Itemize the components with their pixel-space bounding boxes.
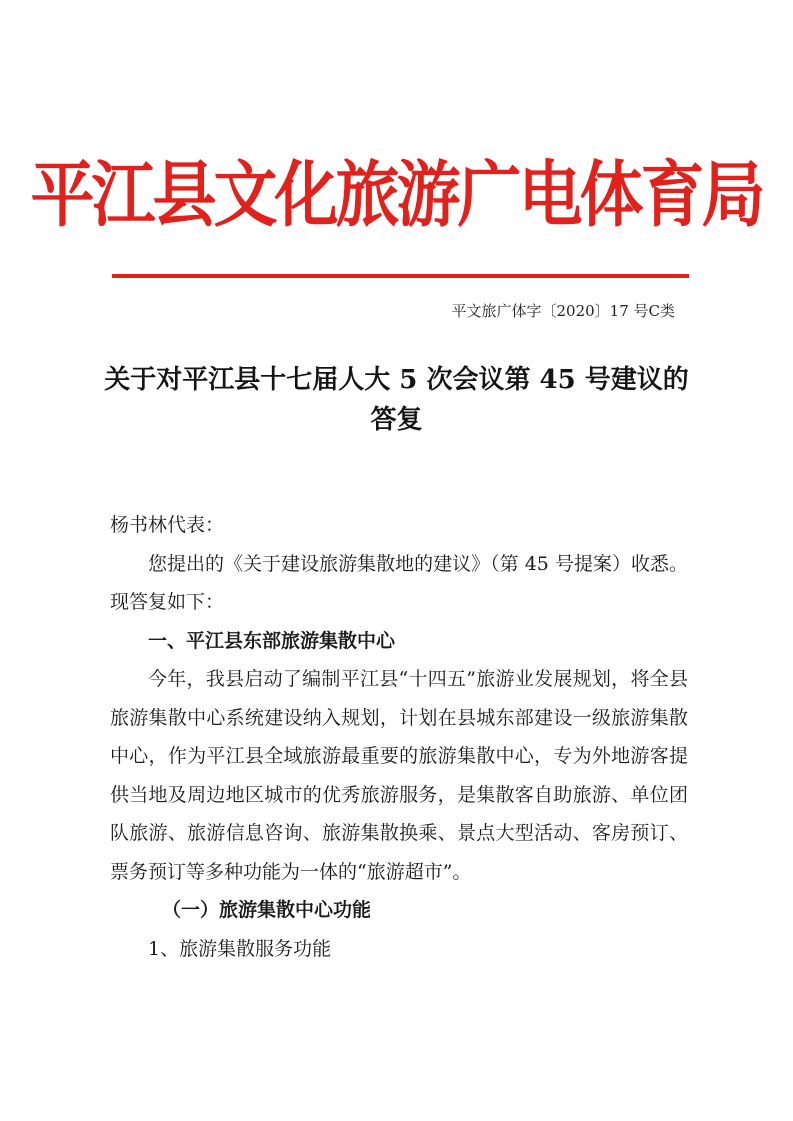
subsection-heading-1: （一）旅游集散中心功能 <box>162 899 372 921</box>
document-subject: 关于对平江县十七届人大 5 次会议第 45 号建议的答复 <box>104 365 689 435</box>
issuer-header: 平江县文化旅游广电体育局 <box>30 153 763 238</box>
document-body <box>110 506 688 968</box>
section-heading-1: 一、平江县东部旅游集散中心 <box>148 629 396 652</box>
list-item-1: 1、旅游集散服务功能 <box>148 937 332 960</box>
red-divider-line <box>112 274 689 278</box>
paragraph-section-1: 今年，我县启动了编制平江县“十四五”旅游业发展规划，将全县旅游集散中心系统建设纳入规划，计划在县城东部建设一级旅游集散中心，作为平江县全域旅游最重要的旅游集散中心，专为外地游客提供当地及周边地区城市的优秀旅游服务，是集散客自助旅游、单位团队旅游、旅游信息咨询、旅游集散换乘、景点大型活动、客房预订、票务预订等多种功能为一体的“旅游超市”。 <box>110 668 688 883</box>
paragraph-intro: 您提出的《关于建设旅游集散地的建议》（第 45 号提案）收悉。现答复如下： <box>110 552 688 613</box>
document-number: 平文旅广体字〔2020〕17 号C类 <box>451 302 675 320</box>
salutation: 杨书林代表： <box>110 514 225 536</box>
